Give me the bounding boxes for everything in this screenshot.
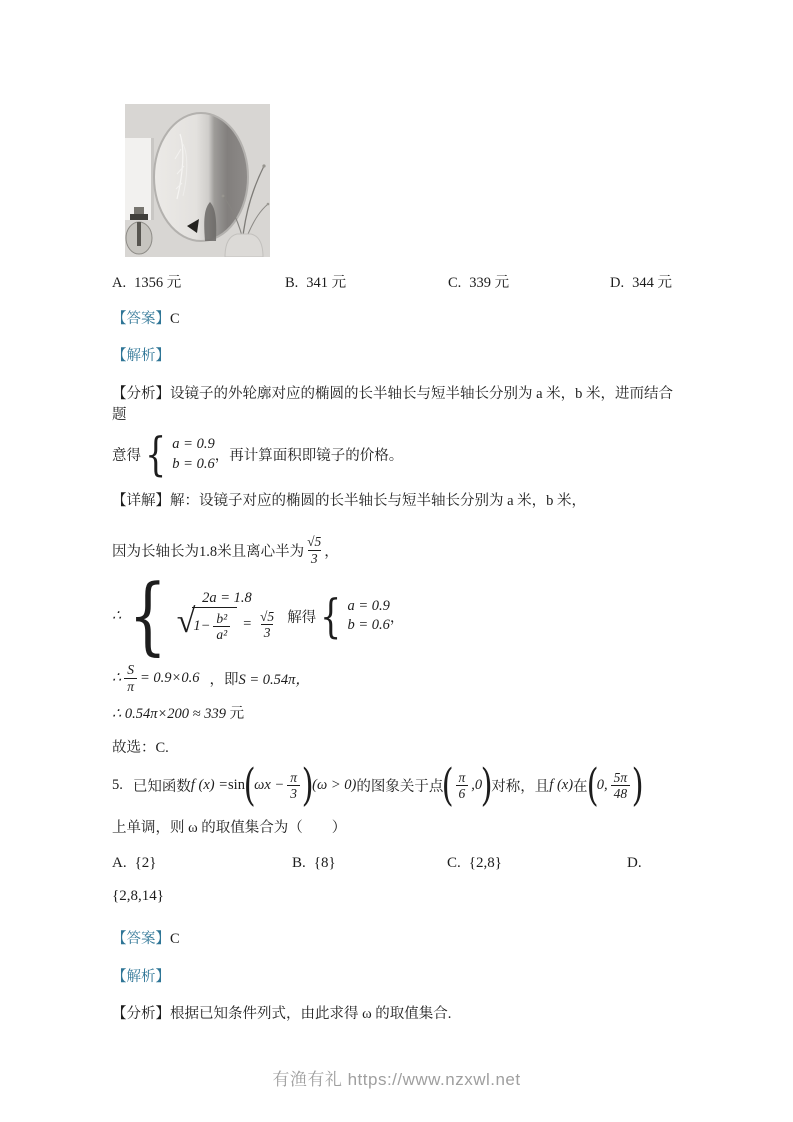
- q4-system-ab-eq2: b = 0.6: [172, 455, 215, 472]
- fraction-denominator: 3: [261, 624, 274, 641]
- q5-interval-prefix: 0,: [596, 777, 608, 794]
- therefore-symbol: ∴: [112, 607, 122, 624]
- radical-body: [192, 607, 237, 643]
- q4-xiangjie-label: 【详解】: [112, 493, 170, 510]
- q4-option-c-key: C.: [448, 275, 462, 291]
- q4-solution-eq1: a = 0.9: [347, 597, 390, 614]
- q4-option-a: [112, 271, 285, 292]
- q5-option-a-value: {2}: [134, 855, 157, 872]
- q5-function-notation2: f (x): [549, 777, 574, 794]
- q4-system-ab-eq1: a = 0.9: [172, 436, 215, 453]
- q5-stem-line1: [112, 760, 680, 812]
- q5-answer-line: [112, 927, 680, 948]
- fraction-numerator: 5π: [613, 769, 628, 785]
- left-brace-large: {: [128, 566, 168, 665]
- q4-fenxi-label: 【分析】: [112, 386, 170, 402]
- left-brace: {: [320, 588, 342, 643]
- q4-area-connector: ，即: [209, 671, 239, 688]
- therefore-symbol: ∴: [112, 706, 122, 723]
- q4-choose-line: [112, 736, 680, 757]
- q4-option-a-key: A.: [112, 275, 127, 291]
- fraction-pi-over-6: [456, 770, 469, 802]
- q5-option-b-key: B.: [292, 855, 306, 872]
- q4-answer-label: 【答案】: [112, 311, 170, 327]
- q5-sin: sin: [228, 777, 245, 794]
- q4-option-c: [448, 271, 610, 292]
- q4-eccentricity-text: 因为长轴长为1.8米且离心半为: [112, 543, 305, 560]
- q4-solution-eq2: b = 0.6: [347, 617, 390, 634]
- radical-inner-prefix: 1−: [193, 618, 211, 635]
- q4-option-b-key: B.: [285, 275, 299, 291]
- q5-analysis-label: 【解析】: [112, 969, 170, 986]
- q4-option-d-key: D.: [610, 275, 625, 291]
- q5-option-c-value: {2,8}: [468, 855, 502, 872]
- radical-sign: √: [176, 602, 196, 640]
- q5-option-b-value: {8}: [313, 855, 336, 872]
- fraction-numerator: b²: [216, 610, 228, 626]
- q4-area-equation: = 0.9×0.6: [140, 669, 200, 686]
- q4-fenxi-prefix2: 意得: [112, 448, 141, 465]
- q5-function-notation: f (x) =: [190, 777, 229, 794]
- q5-options-row: [112, 855, 680, 872]
- watermark-text: 有渔有礼 https://www.nzxwl.net: [272, 1070, 521, 1089]
- q5-text2: 的图象关于点: [356, 779, 444, 796]
- q5-inner-expression: ωx −: [254, 777, 285, 794]
- q5-text1: 已知函数: [132, 779, 191, 796]
- q4-eccentricity-comma: ，: [324, 543, 339, 560]
- q4-system-eq1: 2a = 1.8: [202, 589, 252, 606]
- mirror-photo-graphic: [125, 104, 270, 257]
- q5-option-a-key: A.: [112, 855, 127, 872]
- q5-fenxi-text: 根据已知条件列式，由此求得 ω 的取值集合.: [170, 1006, 452, 1023]
- q5-option-c: [447, 855, 627, 872]
- left-paren-large: (: [243, 760, 256, 812]
- q5-option-d-wrapped-value: [112, 888, 680, 905]
- q5-answer-label: 【答案】: [112, 931, 170, 948]
- left-paren-large: (: [441, 760, 454, 812]
- site-watermark: [0, 1065, 793, 1090]
- q4-solution-system: [347, 597, 389, 636]
- fraction-numerator: S: [127, 662, 134, 678]
- fraction-numerator: π: [458, 769, 466, 785]
- fraction-denominator: 3: [308, 550, 321, 567]
- q4-price-line: [112, 702, 680, 723]
- q4-answer-line: [112, 307, 680, 328]
- q5-option-a: [112, 855, 292, 872]
- q4-fenxi-line1: [112, 382, 680, 424]
- fraction-denominator: 6: [456, 785, 469, 802]
- q4-option-c-value: 339 元: [469, 275, 510, 291]
- q5-text3: 对称，且: [491, 779, 550, 796]
- right-paren-large: ): [631, 760, 644, 812]
- q5-answer-value: C: [170, 931, 180, 948]
- q4-eccentricity-line: [112, 534, 680, 566]
- fraction-numerator: √5: [307, 534, 322, 550]
- q5-text5: 上单调，则 ω 的取值集合为（ ）: [112, 820, 347, 837]
- radical-expression: [176, 602, 238, 643]
- q4-option-b-value: 341 元: [306, 275, 347, 291]
- q5-point-suffix: ,0: [471, 777, 483, 794]
- fraction-numerator: √5: [260, 608, 275, 624]
- fraction-numerator: π: [290, 769, 297, 785]
- q5-stem-line2: [112, 816, 680, 837]
- q4-option-b: [285, 271, 448, 292]
- q4-system-ab: [172, 435, 214, 474]
- equals-sign: =: [242, 616, 253, 633]
- fraction-denominator: 3: [287, 785, 300, 802]
- q4-fenxi-line2: [112, 427, 680, 481]
- q4-jiede-text: 解得: [287, 609, 317, 626]
- q4-price-unit: 元: [229, 706, 245, 723]
- q4-xiangjie-line: [112, 489, 680, 510]
- right-paren-large: ): [301, 760, 314, 812]
- fraction-sqrt5-over-3: [307, 534, 321, 566]
- q4-choose-text: 故选：C.: [112, 740, 169, 757]
- q4-option-d: [610, 271, 680, 292]
- q5-option-d: [627, 855, 680, 872]
- q5-option-d-set: {2,8,14}: [112, 888, 164, 905]
- q5-analysis-header: [112, 965, 680, 986]
- q4-option-d-value: 344 元: [632, 275, 672, 291]
- fraction-5pi-over-48: [611, 770, 631, 802]
- q5-fenxi-line: [112, 1002, 680, 1023]
- q4-equation-system: [112, 566, 680, 665]
- right-paren-large: ): [480, 760, 493, 812]
- q4-system-eq2: [176, 602, 278, 643]
- q5-option-c-key: C.: [447, 855, 461, 872]
- q5-omega-condition: (ω > 0): [312, 777, 357, 794]
- mirror-photo: [125, 104, 270, 257]
- q4-answer-value: C: [170, 311, 180, 327]
- q5-option-d-key: D.: [627, 855, 642, 872]
- q4-area-line: [112, 662, 680, 694]
- q5-text4: 在: [573, 779, 588, 796]
- q4-solution-comma: ，: [389, 609, 405, 626]
- q4-analysis-label: 【解析】: [112, 348, 170, 364]
- fraction-s-over-pi: [124, 662, 137, 694]
- fraction-sqrt5-over-3: [260, 609, 274, 641]
- q4-option-a-value: 1356 元: [134, 275, 182, 291]
- q4-analysis-header: [112, 344, 680, 365]
- left-paren-large: (: [586, 760, 599, 812]
- q4-price-math: 0.54π×200 ≈ 339: [124, 706, 226, 723]
- document-content: [112, 104, 680, 1023]
- fraction-denominator: 48: [611, 785, 631, 802]
- q4-xiangjie-text: 解：设镜子对应的椭圆的长半轴长与短半轴长分别为 a 米，b 米，: [170, 493, 587, 510]
- q5-fenxi-label: 【分析】: [112, 1006, 170, 1023]
- fraction-b2-over-a2: [213, 611, 230, 643]
- q4-system-equations: [177, 590, 278, 643]
- q4-fenxi-suffix2: ，再计算面积即镜子的价格。: [214, 448, 404, 465]
- q5-option-b: [292, 855, 447, 872]
- fraction-denominator: π: [124, 678, 137, 695]
- fraction-pi-over-3: [287, 770, 300, 802]
- q4-options-row: [112, 271, 680, 292]
- q4-area-result: S = 0.54π，: [238, 671, 310, 688]
- therefore-symbol: ∴: [112, 669, 122, 686]
- q5-number: 5.: [112, 777, 123, 794]
- q4-fenxi-text1: 设镜子的外轮廓对应的椭圆的长半轴长与短半轴长分别为 a 米，b 米，进而结合题: [112, 386, 674, 423]
- left-brace: {: [145, 427, 167, 481]
- fraction-denominator: a²: [213, 626, 230, 643]
